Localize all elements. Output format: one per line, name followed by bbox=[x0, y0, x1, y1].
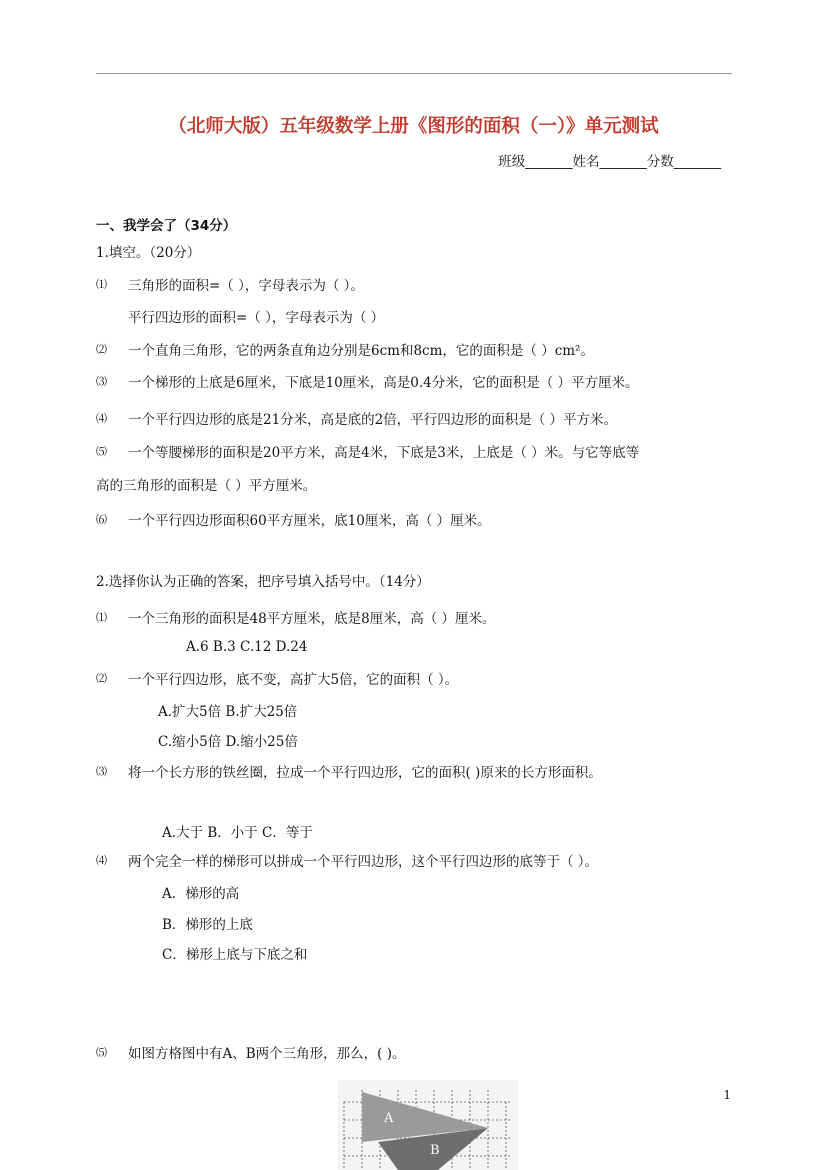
choice-options: C.缩小5倍 D.缩小25倍 bbox=[158, 734, 298, 750]
section-heading: 一、我学会了（34分） bbox=[96, 218, 237, 234]
fill-blank-item: 一个直角三角形，它的两条直角边分别是6cm和8cm，它的面积是（ ）cm²。 bbox=[128, 343, 594, 359]
item-number: ⑵ bbox=[96, 672, 107, 685]
fill-blank-item: 一个平行四边形的底是21分米，高是底的2倍，平行四边形的面积是（ ）平方米。 bbox=[128, 412, 618, 428]
grid-figure bbox=[338, 1080, 518, 1170]
fill-blank-item: 一个等腰梯形的面积是20平方米，高是4米，下底是3米，上底是（ ）米。与它等底等 bbox=[128, 445, 640, 461]
item-number: ⑹ bbox=[96, 513, 107, 526]
header-rule bbox=[96, 73, 732, 74]
fill-blank-item: 三角形的面积=（ ），字母表示为（ ）。 bbox=[128, 278, 364, 294]
item-number: ⑴ bbox=[96, 611, 107, 624]
page-title: （北师大版）五年级数学上册《图形的面积（一）》单元测试 bbox=[168, 116, 659, 137]
choice-option: C．梯形上底与下底之和 bbox=[162, 947, 308, 963]
item-number: ⑶ bbox=[96, 375, 107, 388]
fill-blank-item-continued: 高的三角形的面积是（ ）平方厘米。 bbox=[96, 478, 317, 494]
choice-options: A.大于 B．小于 C．等于 bbox=[162, 825, 313, 841]
item-number: ⑷ bbox=[96, 412, 107, 425]
choice-question: 如图方格图中有A、B两个三角形，那么，( )。 bbox=[128, 1046, 406, 1062]
item-number: ⑵ bbox=[96, 343, 107, 356]
fill-blank-item: 一个平行四边形面积60平方厘米，底10厘米，高（ ）厘米。 bbox=[128, 513, 491, 529]
choice-question: 将一个长方形的铁丝圈，拉成一个平行四边形，它的面积( )原来的长方形面积。 bbox=[128, 765, 602, 781]
choice-question: 一个三角形的面积是48平方厘米，底是8厘米，高（ ）厘米。 bbox=[128, 611, 496, 627]
choice-option: A．梯形的高 bbox=[162, 886, 240, 902]
choice-options: A.6 B.3 C.12 D.24 bbox=[186, 639, 308, 655]
question-1-heading: 1.填空。（20分） bbox=[96, 245, 201, 261]
fill-blank-item: 平行四边形的面积=（ ），字母表示为（ ） bbox=[128, 310, 385, 326]
fill-blank-item: 一个梯形的上底是6厘米，下底是10厘米，高是0.4分米，它的面积是（ ）平方厘米。 bbox=[128, 375, 639, 391]
student-info-line: 班级_______姓名_______分数_______ bbox=[498, 154, 721, 170]
triangle-b-label: B bbox=[430, 1143, 440, 1158]
triangle-a-label: A bbox=[384, 1111, 394, 1126]
question-2-heading: 2.选择你认为正确的答案，把序号填入括号中。（14分） bbox=[96, 574, 430, 590]
choice-question: 两个完全一样的梯形可以拼成一个平行四边形，这个平行四边形的底等于（ ）。 bbox=[128, 854, 599, 870]
item-number: ⑴ bbox=[96, 278, 107, 291]
item-number: ⑷ bbox=[96, 854, 107, 867]
item-number: ⑶ bbox=[96, 765, 107, 778]
choice-option: B．梯形的上底 bbox=[162, 917, 253, 933]
item-number: ⑸ bbox=[96, 1046, 107, 1059]
choice-options: A.扩大5倍 B.扩大25倍 bbox=[158, 704, 298, 720]
choice-question: 一个平行四边形，底不变，高扩大5倍，它的面积（ ）。 bbox=[128, 672, 459, 688]
page-number: 1 bbox=[723, 1088, 731, 1102]
item-number: ⑸ bbox=[96, 445, 107, 458]
